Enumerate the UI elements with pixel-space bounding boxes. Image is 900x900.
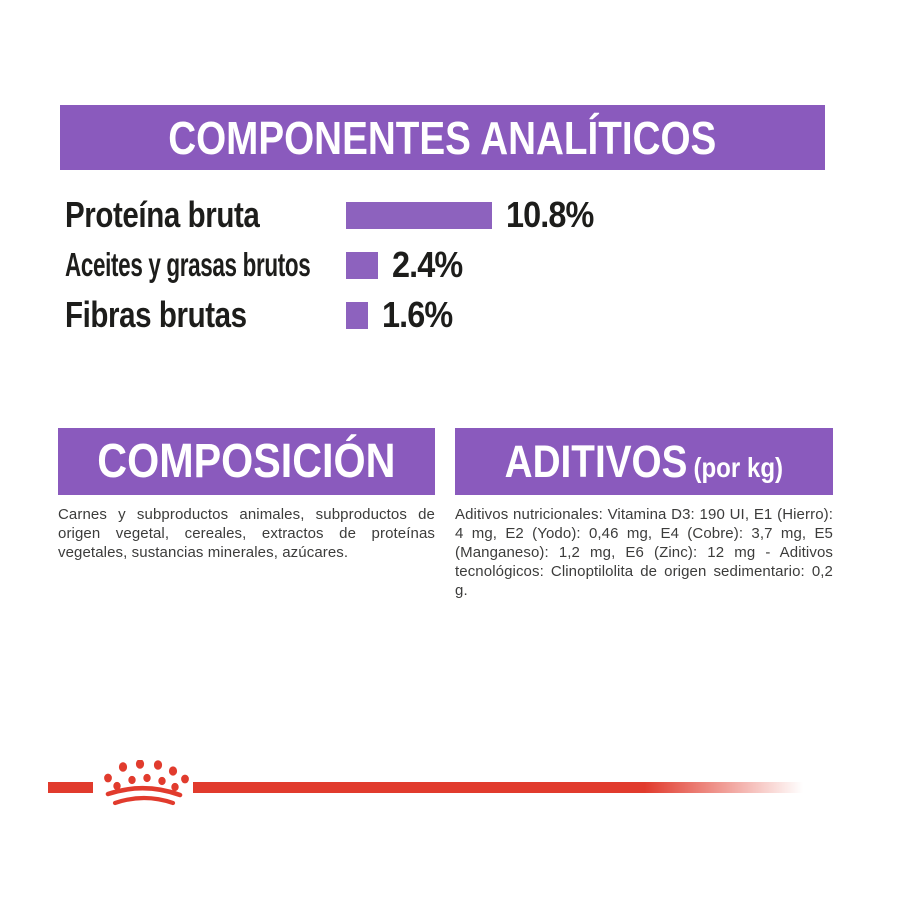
composition-section — [58, 428, 435, 562]
chart-bar — [346, 252, 378, 279]
additives-title-suffix: (por kg) — [693, 451, 784, 483]
chart-bar — [346, 302, 368, 329]
divider-line-left — [48, 782, 93, 793]
additives-section — [455, 428, 833, 600]
divider-line-right — [193, 782, 803, 793]
chart-value-label: 2.4% — [392, 244, 463, 285]
analytical-components-chart — [65, 190, 855, 340]
additives-title: ADITIVOS — [504, 435, 688, 487]
chart-category-label: Aceites y grasas brutos — [65, 246, 311, 283]
chart-row — [65, 290, 855, 340]
chart-row — [65, 190, 855, 240]
chart-bar — [346, 202, 492, 229]
additives-title-group — [505, 436, 783, 488]
additives-banner — [455, 428, 833, 495]
chart-value-label: 1.6% — [381, 294, 452, 335]
royal-canin-crown-icon — [98, 760, 190, 807]
chart-category-label: Fibras brutas — [65, 294, 247, 335]
additives-body-text: Aditivos nutricionales: Vitamina D3: 190 UI, E1 (Hierro): 4 mg, E2 (Yodo): 0,46 mg, E4 (Cobre): 3,7 mg, E5 (Manganeso): 1,2 mg, E6 (Zinc): 12 mg - Aditivos tecnológicos: Clinoptilolita de origen sedimentario: 0,2 g. — [455, 506, 833, 599]
composition-body-text: Carnes y subproductos animales, subproductos de origen vegetal, cereales, extractos de proteínas vegetales, sustancias minerales, azúcares. — [58, 506, 435, 561]
composition-banner — [58, 428, 435, 495]
chart-row — [65, 240, 855, 290]
chart-value-label: 10.8% — [506, 194, 594, 235]
header-banner — [60, 105, 825, 170]
chart-category-label: Proteína bruta — [65, 194, 260, 235]
page-title: COMPONENTES ANALÍTICOS — [168, 111, 717, 164]
composition-title: COMPOSICIÓN — [97, 435, 396, 488]
